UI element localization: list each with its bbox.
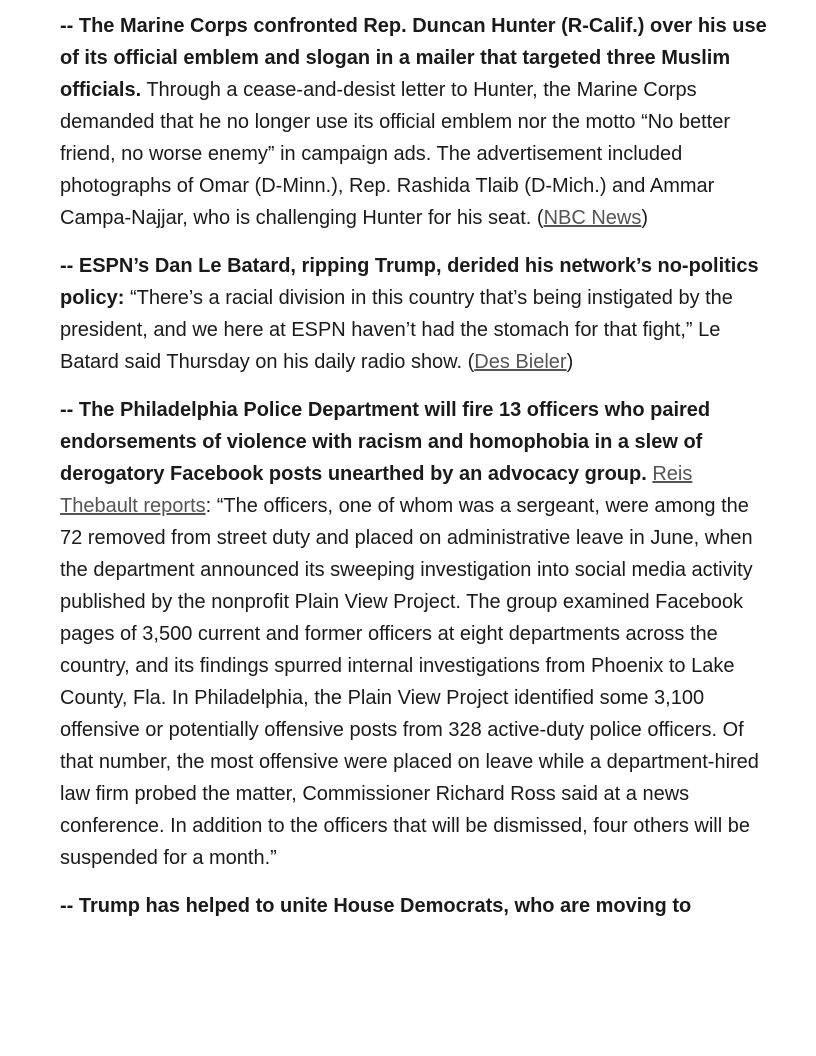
source-link-reis-thebault[interactable]: Reis Thebault reports [60,463,693,517]
news-item-philadelphia-police [60,394,768,874]
news-item-text: “There’s a racial division in this country that’s being instigated by the president, and we here at ESPN haven’t had the stomach for that fight,” Le Batard said Thursday on his daily radio show. ( [60,287,733,373]
source-link-des-bieler[interactable]: Des Bieler [474,351,567,373]
news-item-text-tail: ) [641,207,649,229]
news-item-text-tail: ) [566,351,574,373]
news-item-text: Through a cease-and-desist letter to Hunter, the Marine Corps demanded that he no longer use its official emblem nor the motto “No better friend, no worse enemy” in campaign ads. The advertisement included photographs of Omar (D-Minn.), Rep. Rashida Tlaib (D-Mich.) and Ammar Campa-Najjar, who is challenging Hunter for his seat. ( [60,79,731,229]
news-item-headline: -- Trump has helped to unite House Democrats, who are moving to [60,895,692,917]
news-item-espn [60,250,768,378]
news-item-headline: -- ESPN’s Dan Le Batard, ripping Trump, derided his network’s no-politics policy: [60,255,759,309]
article-body [60,0,768,922]
news-item-headline: -- The Marine Corps confronted Rep. Duncan Hunter (R-Calif.) over his use of its official emblem and slogan in a mailer that targeted three Muslim officials. [60,15,767,101]
news-item-house-democrats [60,890,768,922]
source-link-nbc-news[interactable]: NBC News [543,207,642,229]
news-item-marine-corps [60,10,768,234]
news-item-text: : “The officers, one of whom was a sergeant, were among the 72 removed from street duty and placed on administrative leave in June, when the department announced its sweeping investigation into social media activity published by the nonprofit Plain View Project. The group examined Facebook pages of 3,500 current and former officers at eight departments across the country, and its findings spurred internal investigations from Phoenix to Lake County, Fla. In Philadelphia, the Plain View Project identified some 3,100 offensive or potentially offensive posts from 328 active-duty police officers. Of that number, the most offensive were placed on leave while a department-hired law firm probed the matter, Commissioner Richard Ross said at a news conference. In addition to the officers that will be dismissed, four others will be suspended for a month.” [60,495,759,869]
news-item-headline: -- The Philadelphia Police Department will fire 13 officers who paired endorsements of violence with racism and homophobia in a slew of derogatory Facebook posts unearthed by an advocacy group. [60,399,711,485]
